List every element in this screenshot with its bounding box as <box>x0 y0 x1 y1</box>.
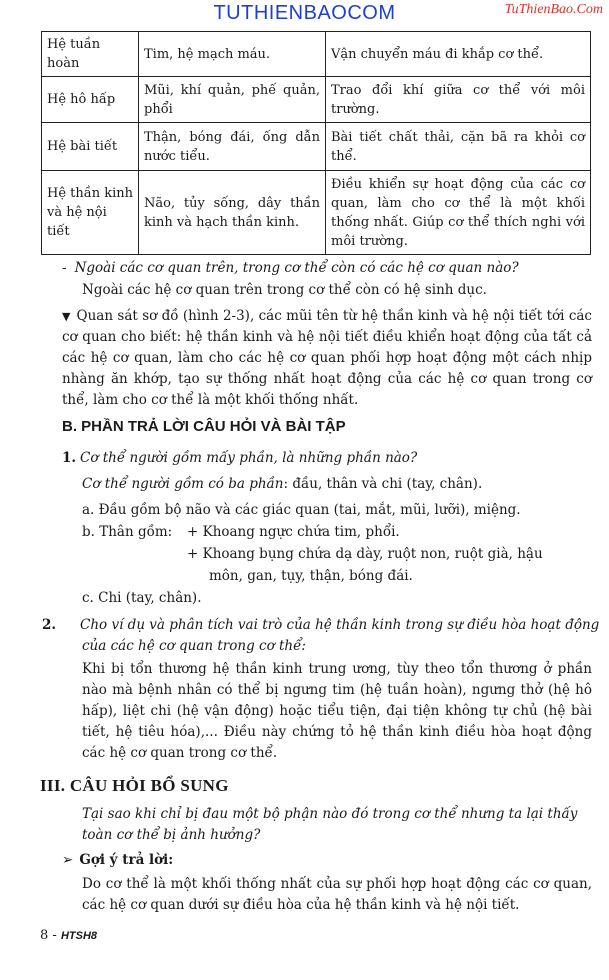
question-number: 2. <box>42 617 57 633</box>
book-code: HTSH8 <box>60 930 97 942</box>
organ-system-cell: Hệ thần kinh và hệ nội tiết <box>42 171 139 255</box>
question-2 <box>42 615 609 657</box>
question-number: 1. <box>62 450 77 466</box>
answer-lead-rest: : đầu, thân và chi (tay, chân). <box>283 476 483 492</box>
page-footer <box>40 928 97 943</box>
organs-cell: Mũi, khí quản, phế quản, phổi <box>139 77 326 123</box>
organ-system-cell: Hệ hô hấp <box>42 77 139 123</box>
page-number: 8 - <box>40 928 57 943</box>
hint-heading <box>62 850 592 871</box>
arrow-bullet-icon: ➢ <box>62 852 74 868</box>
triangle-bullet-icon: ▼ <box>62 310 71 323</box>
question-text: Ngoài các cơ quan trên, trong cơ thể còn có các hệ cơ quan nào? <box>74 260 519 276</box>
watermark-logo: TuThienBao.Com <box>504 2 603 17</box>
section-b-heading: B. PHẦN TRẢ LỜI CÂU HỎI VÀ BÀI TẬP <box>62 418 346 435</box>
other-systems-answer: Ngoài các hệ cơ quan trên trong cơ thể còn có hệ sinh dục. <box>82 282 487 298</box>
q1-item-b1: + Khoang ngực chứa tim, phổi. <box>187 524 400 540</box>
organ-systems-table <box>41 31 591 255</box>
q1-answer-lead <box>82 474 592 495</box>
watermark-site-name: TUTHIENBAOCOM <box>213 2 396 24</box>
supplementary-answer: Do cơ thể là một khối thống nhất của sự phối hợp hoạt động các cơ quan, các hệ cơ quan dưới sự điều hòa của hệ thần kinh và hệ nội tiết. <box>82 876 592 913</box>
organs-cell: Tim, hệ mạch máu. <box>139 32 326 77</box>
organs-cell: Não, tủy sống, dây thần kinh và hạch thần kinh. <box>139 171 326 255</box>
function-cell: Điều khiển sự hoạt động của các cơ quan, làm cho cơ thể là một khối thống nhất. Giúp cơ thể thích nghi với môi trường. <box>326 171 591 255</box>
table-row <box>42 171 591 255</box>
supplementary-question: Tại sao khi chỉ bị đau một bộ phận nào đó trong cơ thể nhưng ta lại thấy toàn cơ thể bị ảnh hưởng? <box>82 806 578 843</box>
organ-system-cell: Hệ bài tiết <box>42 123 139 171</box>
q2-answer: Khi bị tổn thương hệ thần kinh trung ương, tùy theo tổn thương ở phần nào mà bệnh nhân có thể bị ngưng tim (hệ tuần hoàn), ngưng thở (hệ hô hấp), liệt chi (hệ vận động) hoặc tiểu tiện, đại tiện không tự chủ (hệ bài tiết, hệ tiêu hóa),... Điều này chứng tỏ hệ thần kinh điều hòa hoạt động các hệ cơ quan trong cơ thể. <box>82 661 592 761</box>
function-cell: Trao đổi khí giữa cơ thể với môi trường. <box>326 77 591 123</box>
q1-item-c: c. Chi (tay, chân). <box>82 590 202 606</box>
answer-lead-italic: Cơ thể người gồm có ba phần <box>82 476 284 492</box>
organ-system-cell: Hệ tuần hoàn <box>42 32 139 77</box>
function-cell: Bài tiết chất thải, cặn bã ra khỏi cơ thể. <box>326 123 591 171</box>
function-cell: Vận chuyển máu đi khắp cơ thể. <box>326 32 591 77</box>
q1-item-b-label: b. Thân gồm: <box>82 524 173 540</box>
table-row <box>42 123 591 171</box>
question-text: Cơ thể người gồm mấy phần, là những phần nào? <box>80 450 418 466</box>
dash-marker: - <box>62 260 67 276</box>
question-text: Cho ví dụ và phân tích vai trò của hệ thần kinh trong sự điều hòa hoạt động của các hệ cơ quan trong cơ thể: <box>80 617 600 654</box>
table-row <box>42 32 591 77</box>
table-row <box>42 77 591 123</box>
hint-label: Gợi ý trả lời: <box>79 852 174 868</box>
q1-item-b2-line1: + Khoang bụng chứa dạ dày, ruột non, ruột già, hậu <box>187 546 543 562</box>
organs-cell: Thận, bóng đái, ống dẫn nước tiểu. <box>139 123 326 171</box>
question-1 <box>62 448 592 469</box>
q1-item-b2-line2: môn, gan, tụy, thận, bóng đái. <box>209 568 413 584</box>
q1-item-a: a. Đầu gồm bộ não và các giác quan (tai, mắt, mũi, lưỡi), miệng. <box>82 502 521 518</box>
other-systems-question <box>62 258 592 279</box>
diagram-note <box>62 306 592 411</box>
section-iii-heading: III. CÂU HỎI BỔ SUNG <box>40 776 229 795</box>
diagram-note-text: Quan sát sơ đồ (hình 2-3), các mũi tên từ hệ thần kinh và hệ nội tiết tới các cơ quan cho biết: hệ thần kinh và hệ nội tiết điều khiển hoạt động của tất cả các hệ cơ quan, làm cho các hệ cơ quan phối hợp hoạt động một cách nhịp nhàng ăn khớp, tạo sự thống nhất hoạt động của các hệ cơ quan trong cơ thể, làm cho cơ thể là một khối thống nhất. <box>62 308 592 408</box>
